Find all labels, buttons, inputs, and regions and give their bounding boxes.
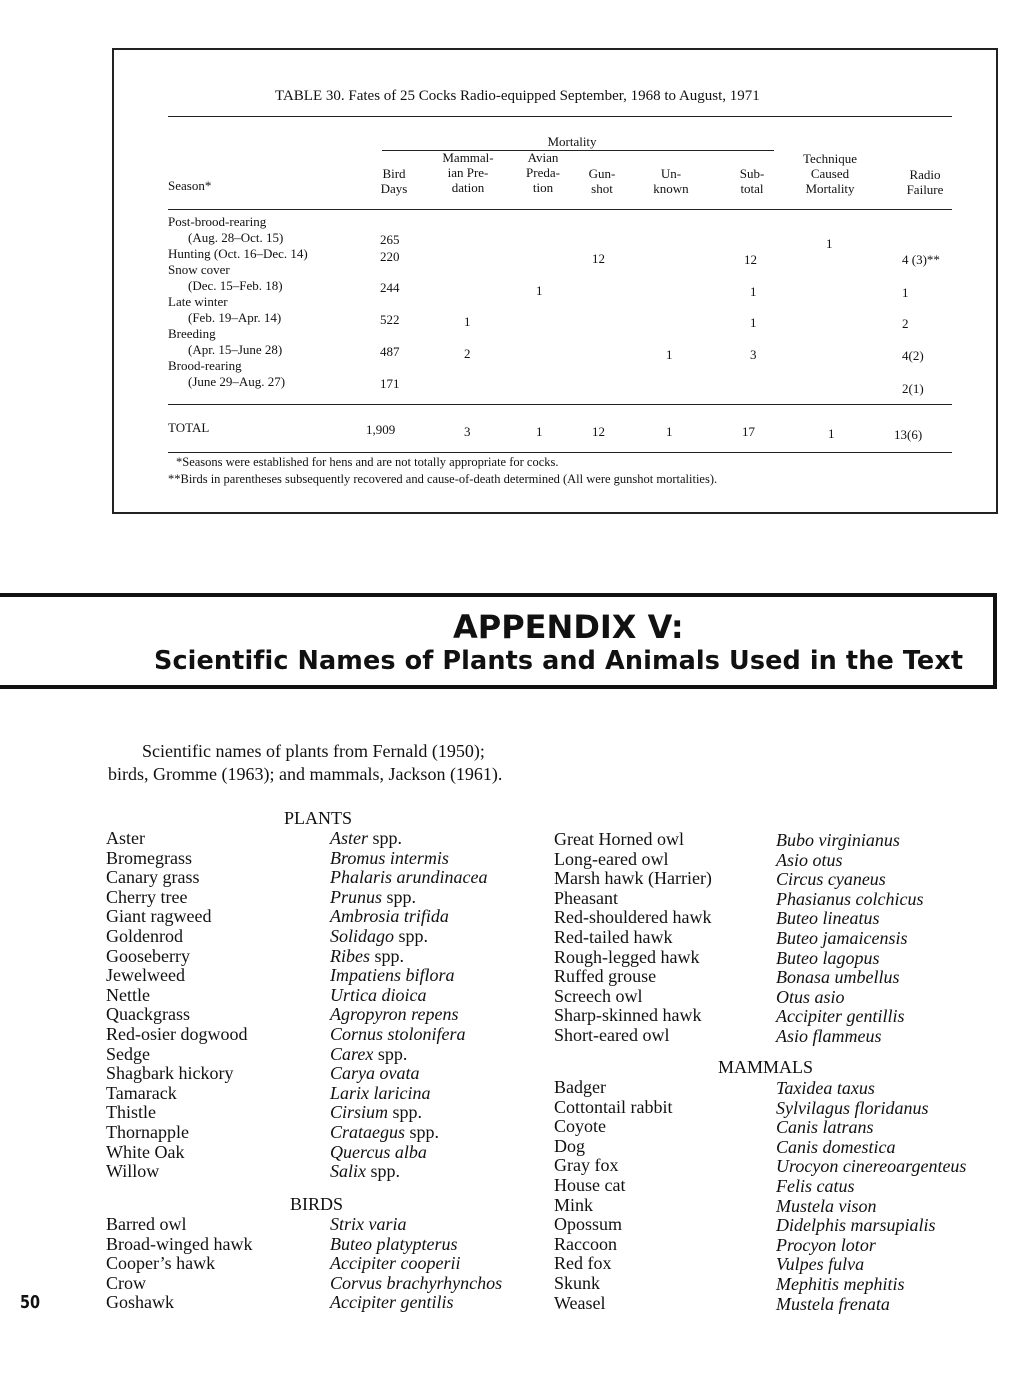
cell-radio: 4 (3)**: [902, 252, 940, 267]
list-item: Barred owl: [106, 1214, 187, 1234]
total-subtotal: 17: [742, 424, 755, 439]
sci-name: Impatiens biflora: [330, 965, 455, 986]
total-unknown: 1: [666, 424, 673, 439]
sci-name: Agropyron repens: [330, 1004, 459, 1025]
total-bird-days: 1,909: [366, 422, 396, 437]
sci-name: Ambrosia trifida: [330, 906, 449, 927]
header-line: Days: [380, 181, 408, 196]
header-rule: [168, 209, 952, 210]
season-line: Breeding: [168, 326, 216, 341]
header-gunshot: [572, 166, 632, 196]
season-line: (Feb. 19–Apr. 14): [188, 310, 282, 325]
header-unknown: [638, 166, 704, 196]
sci-name: Larix laricina: [330, 1082, 431, 1103]
list-item: Mink: [554, 1194, 594, 1215]
list-item: Red-shouldered hawk: [554, 907, 712, 928]
sci-name: Crataegus: [330, 1121, 406, 1142]
list-item: Pheasant: [554, 887, 618, 908]
list-item: Accipiter gentillis: [776, 1006, 905, 1027]
header-radio: [892, 167, 958, 197]
list-item: Buteo lineatus: [776, 908, 880, 929]
header-technique: [786, 151, 874, 196]
header-subtotal: [722, 166, 782, 196]
sci-suffix: spp.: [366, 1161, 401, 1182]
cell-bird-days: 244: [380, 280, 400, 295]
list-item: [330, 1064, 488, 1084]
list-item: Badger: [554, 1077, 606, 1097]
list-item: Nettle: [106, 984, 150, 1005]
intro-line: birds, Gromme (1963); and mammals, Jackson (1961).: [108, 764, 503, 784]
list-item: Opossum: [554, 1214, 623, 1235]
header-line: tion: [532, 180, 554, 195]
sci-suffix: spp.: [370, 945, 405, 966]
header-line: Gun-: [588, 166, 616, 181]
header-line: known: [653, 181, 689, 196]
cell-subtotal: 1: [750, 315, 757, 330]
header-line: dation: [451, 180, 485, 195]
cell-bird-days: 487: [380, 344, 400, 359]
list-item: Coyote: [554, 1116, 606, 1137]
list-item: Thistle: [106, 1102, 156, 1123]
sci-name: Cornus stolonifera: [330, 1023, 466, 1044]
header-line: Caused: [810, 166, 850, 181]
sci-suffix: spp.: [394, 925, 429, 946]
list-item: [330, 1162, 488, 1182]
header-bird-days: [364, 166, 424, 196]
sci-suffix: spp.: [368, 828, 403, 848]
list-item: Canis latrans: [776, 1117, 874, 1138]
list-item: Accipiter cooperii: [330, 1253, 461, 1274]
sci-name: Prunus: [330, 886, 383, 907]
cell-mammalian: 2: [464, 346, 471, 361]
cell-radio: 2: [902, 316, 909, 331]
header-line: Mammal-: [442, 150, 494, 165]
list-item: [330, 927, 488, 947]
header-line: Avian: [527, 150, 559, 165]
list-item: Didelphis marsupialis: [776, 1215, 936, 1236]
sci-suffix: spp.: [405, 1121, 440, 1142]
cell-avian: 1: [536, 283, 543, 298]
list-item: Giant ragweed: [106, 906, 212, 927]
list-item: Screech owl: [554, 985, 643, 1006]
list-item: Taxidea taxus: [776, 1078, 875, 1098]
footnote: **Birds in parentheses subsequently recovered and cause-of-death determined (All were gunshot mortalities).: [168, 472, 718, 486]
header-line: ian Pre-: [447, 165, 489, 180]
page-number: 50: [20, 1292, 41, 1313]
list-item: [330, 1103, 488, 1123]
list-item: Phasianus colchicus: [776, 888, 924, 909]
list-item: Canis domestica: [776, 1136, 896, 1157]
list-item: Bonasa umbellus: [776, 967, 900, 988]
list-item: Otus asio: [776, 986, 845, 1007]
list-item: Bromegrass: [106, 847, 192, 868]
cell-subtotal: 3: [750, 347, 757, 362]
list-item: [330, 947, 488, 967]
intro-line: Scientific names of plants from Fernald (1950);: [142, 741, 485, 761]
season-line: Snow cover: [168, 262, 230, 277]
list-item: Cottontail rabbit: [554, 1096, 673, 1117]
total-radio: 13(6): [894, 427, 923, 442]
season-line: (Apr. 15–June 28): [188, 342, 283, 357]
list-item: Marsh hawk (Harrier): [554, 868, 712, 889]
mammals-scientific-list: [776, 1079, 966, 1314]
list-item: Urocyon cinereoargenteus: [776, 1156, 967, 1177]
sci-name: Aster: [330, 828, 368, 848]
cell-radio: 2(1): [902, 381, 924, 396]
list-item: Bubo virginianus: [776, 830, 900, 850]
list-item: [330, 829, 488, 849]
header-line: Technique: [803, 151, 857, 166]
appendix-subtitle: Scientific Names of Plants and Animals Used in the Text: [154, 646, 964, 676]
list-item: Cooper’s hawk: [106, 1253, 216, 1274]
sci-name: Ribes: [330, 945, 370, 966]
footnote: *Seasons were established for hens and are not totally appropriate for cocks.: [176, 455, 559, 469]
sci-name: Carya ovata: [330, 1063, 420, 1084]
list-item: Red-osier dogwood: [106, 1023, 248, 1044]
list-item: [330, 1025, 488, 1045]
cell-bird-days: 265: [380, 232, 400, 247]
list-item: Strix varia: [330, 1214, 407, 1234]
sci-suffix: spp.: [388, 1102, 423, 1123]
cell-subtotal: 12: [744, 252, 757, 267]
list-item: [330, 966, 488, 986]
sci-suffix: spp.: [382, 886, 417, 907]
cell-bird-days: 522: [380, 312, 400, 327]
season-column: [168, 214, 308, 390]
list-item: [330, 1045, 488, 1065]
list-item: Jewelweed: [106, 965, 185, 986]
list-item: [330, 868, 488, 888]
list-item: Dog: [554, 1135, 585, 1156]
list-item: Aster: [106, 828, 145, 848]
header-line: shot: [591, 181, 613, 196]
sci-name: Carex: [330, 1043, 374, 1064]
sci-name: Solidago: [330, 925, 395, 946]
list-item: Broad-winged hawk: [106, 1233, 253, 1254]
cell-unknown: 1: [666, 347, 673, 362]
header-line: Bird: [382, 166, 406, 181]
header-line: Failure: [906, 182, 944, 197]
list-item: Asio otus: [776, 849, 843, 870]
list-item: [330, 1005, 488, 1025]
list-item: Goshawk: [106, 1292, 174, 1313]
list-item: Canary grass: [106, 867, 200, 888]
total-avian: 1: [536, 424, 543, 439]
list-item: Gray fox: [554, 1155, 619, 1176]
birds-left-scientific-list: [330, 1215, 502, 1313]
cell-radio: 4(2): [902, 348, 924, 363]
season-line: Late winter: [168, 294, 228, 309]
cell-bird-days: 171: [380, 376, 400, 391]
list-item: [330, 849, 488, 869]
cell-technique: 1: [826, 236, 833, 251]
list-item: Sharp-skinned hawk: [554, 1005, 702, 1026]
list-item: Skunk: [554, 1272, 601, 1293]
season-line: (June 29–Aug. 27): [188, 374, 286, 389]
header-line: Radio: [909, 167, 941, 182]
list-item: Mustela frenata: [776, 1293, 890, 1314]
list-item: [330, 1084, 488, 1104]
sci-suffix: spp.: [373, 1043, 408, 1064]
cell-bird-days: 220: [380, 249, 400, 264]
list-item: Tamarack: [106, 1082, 177, 1103]
mortality-header: Mortality: [547, 134, 597, 149]
total-label: TOTAL: [168, 420, 210, 435]
list-item: [330, 1143, 488, 1163]
list-item: Weasel: [554, 1292, 606, 1313]
list-item: [330, 1123, 488, 1143]
list-item: Red-tailed hawk: [554, 926, 673, 947]
mammals-common-list: [554, 1078, 673, 1313]
list-item: Sylvilagus floridanus: [776, 1097, 929, 1118]
table-caption: TABLE 30. Fates of 25 Cocks Radio-equipped September, 1968 to August, 1971: [275, 88, 760, 104]
list-item: Felis catus: [776, 1175, 855, 1196]
list-item: Red fox: [554, 1253, 612, 1274]
footnote-rule: [168, 452, 952, 453]
sci-name: Cirsium: [330, 1102, 389, 1123]
list-item: Sedge: [106, 1043, 150, 1064]
list-item: Accipiter gentilis: [330, 1292, 454, 1313]
list-item: Raccoon: [554, 1233, 617, 1254]
sci-name: Quercus alba: [330, 1141, 427, 1162]
list-item: [330, 986, 488, 1006]
header-line: Mortality: [805, 181, 855, 196]
list-item: Buteo jamaicensis: [776, 927, 908, 948]
list-item: Cherry tree: [106, 886, 188, 907]
appendix-title: APPENDIX V:: [453, 608, 684, 646]
list-item: Short-eared owl: [554, 1024, 670, 1045]
sci-name: Phalaris arundinacea: [330, 867, 488, 888]
list-item: Long-eared owl: [554, 848, 669, 869]
plants-heading: PLANTS: [284, 808, 353, 828]
birds-left-common-list: [106, 1215, 252, 1313]
mammals-heading: MAMMALS: [718, 1057, 814, 1077]
list-item: Circus cyaneus: [776, 869, 886, 890]
total-rule: [168, 404, 952, 405]
header-line: Sub-: [739, 166, 765, 181]
list-item: [330, 888, 488, 908]
list-item: Buteo platypterus: [330, 1233, 458, 1254]
season-line: Brood-rearing: [168, 358, 242, 373]
header-avian: [506, 150, 580, 195]
season-line: Post-brood-rearing: [168, 214, 267, 229]
header-season: Season*: [168, 178, 212, 193]
plants-common-list: [106, 829, 247, 1182]
cell-radio: 1: [902, 285, 909, 300]
list-item: [330, 907, 488, 927]
total-mammalian: 3: [464, 424, 471, 439]
list-item: Great Horned owl: [554, 829, 684, 849]
list-item: Goldenrod: [106, 925, 183, 946]
plants-scientific-list: [330, 829, 488, 1182]
list-item: Procyon lotor: [776, 1234, 876, 1255]
list-item: House cat: [554, 1174, 626, 1195]
birds-right-scientific-list: [776, 831, 923, 1047]
total-technique: 1: [828, 426, 835, 441]
list-item: Mephitis mephitis: [776, 1273, 905, 1294]
birds-right-common-list: [554, 830, 712, 1046]
table-top-rule: [168, 116, 952, 117]
header-line: Un-: [660, 166, 682, 181]
list-item: Vulpes fulva: [776, 1254, 865, 1275]
list-item: Thornapple: [106, 1121, 189, 1142]
list-item: Buteo lagopus: [776, 947, 880, 968]
season-line: (Aug. 28–Oct. 15): [188, 230, 284, 245]
list-item: Shagbark hickory: [106, 1063, 234, 1084]
list-item: Rough-legged hawk: [554, 946, 700, 967]
header-mammalian: [430, 150, 506, 195]
list-item: Quackgrass: [106, 1004, 190, 1025]
list-item: Corvus brachyrhynchos: [330, 1272, 503, 1293]
cell-subtotal: 1: [750, 284, 757, 299]
list-item: Asio flammeus: [776, 1025, 882, 1046]
list-item: Mustela vison: [776, 1195, 877, 1216]
list-item: Ruffed grouse: [554, 966, 657, 987]
sci-name: Urtica dioica: [330, 984, 427, 1005]
sci-name: Salix: [330, 1161, 366, 1182]
birds-heading: BIRDS: [290, 1194, 344, 1214]
list-item: Willow: [106, 1161, 160, 1182]
season-line: Hunting (Oct. 16–Dec. 14): [168, 246, 308, 261]
season-line: (Dec. 15–Feb. 18): [188, 278, 283, 293]
sci-name: Bromus intermis: [330, 847, 449, 868]
header-line: total: [740, 181, 764, 196]
cell-mammalian: 1: [464, 314, 471, 329]
list-item: White Oak: [106, 1141, 185, 1162]
list-item: Crow: [106, 1272, 146, 1293]
total-gunshot: 12: [592, 424, 605, 439]
header-line: Preda-: [526, 165, 560, 180]
list-item: Gooseberry: [106, 945, 190, 966]
cell-gunshot: 12: [592, 251, 605, 266]
